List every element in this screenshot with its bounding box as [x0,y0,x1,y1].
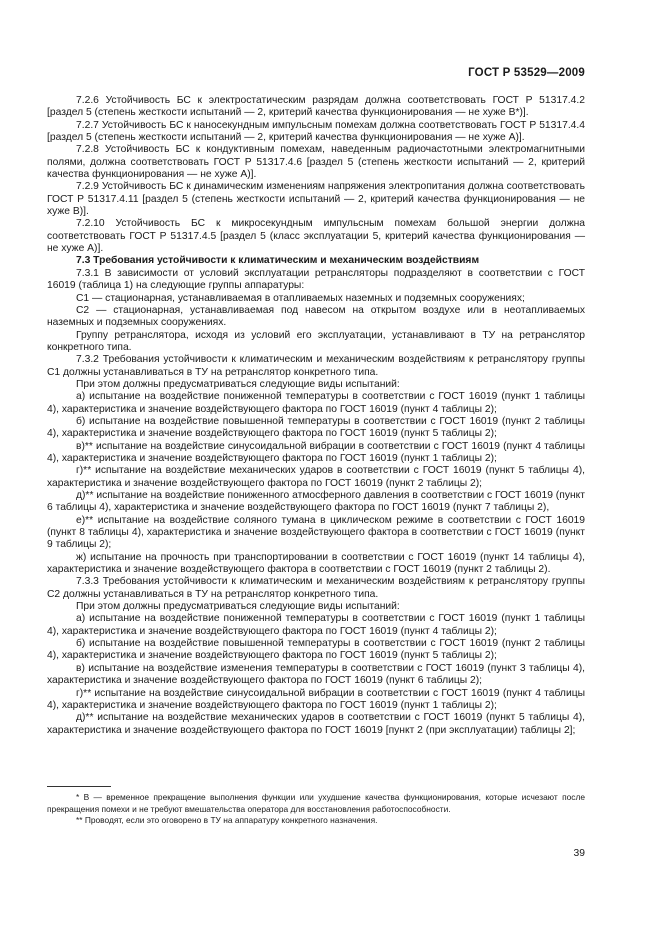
paragraph-7-2-8: 7.2.8 Устойчивость БС к кондуктивным помехам, наведенным радиочастотными электромагнитными полями, должна соответствовать ГОСТ Р 51317.4.6 [раздел 5 (степень жесткости испытаний — 2, критерий качества функционирования — не хуже А)]. [47,144,585,181]
list-item-c1-zh: ж) испытание на прочность при транспортировании в соответствии с ГОСТ 16019 (пункт 14 таблицы 4), характеристика и значение воздействующего фактора в соответствии с ГОСТ 16019 (пункт 2 таблицы 2). [47,551,585,576]
paragraph-group-choice: Группу ретранслятора, исходя из условий его эксплуатации, устанавливают в ТУ на ретранслятор конкретного типа. [47,329,585,353]
list-item-c2-a: а) испытание на воздействие пониженной температуры в соответствии с ГОСТ 16019 (пункт 1 таблицы 4), характеристика и значение воздействующего фактора по ГОСТ 16019 (пункт 4 таблицы 2); [47,613,585,637]
document-body [47,95,585,737]
footnote-2: ** Проводят, если это оговорено в ТУ на аппаратуру конкретного назначения. [76,815,378,825]
paragraph-7-3-2: 7.3.2 Требования устойчивости к климатическим и механическим воздействиям к ретранслятору группы С1 должны устанавливаться в ТУ на ретранслятор конкретного типа. [47,354,585,378]
paragraph-7-2-6: 7.2.6 Устойчивость БС к электростатическим разрядам должна соответствовать ГОСТ Р 51317.4.2 [раздел 5 (степень жесткости испытаний — 2, критерий качества функционирования — не хуже В*)]. [47,95,585,119]
page-number: 39 [573,848,585,859]
paragraph-7-3-3: 7.3.3 Требования устойчивости к климатическим и механическим воздействиям к ретранслятору группы С2 должны устанавливаться в ТУ на ретранслятор конкретного типа. [47,576,585,600]
paragraph-tests-intro-c2: При этом должны предусматриваться следующие виды испытаний: [76,601,400,613]
list-item-c2-b: б) испытание на воздействие повышенной температуры в соответствии с ГОСТ 16019 (пункт 2 таблицы 4), характеристика и значение воздействующего фактора по ГОСТ 16019 (пункт 5 таблицы 2); [47,638,585,662]
list-item-c1-g: г)** испытание на воздействие механических ударов в соответствии с ГОСТ 16019 (пункт 5 таблицы 4), характеристика и значение воздействующего фактора по ГОСТ 16019 (пункт 2 таблицы 2); [47,465,585,489]
paragraph-group-c1: С1 — стационарная, устанавливаемая в отапливаемых наземных и подземных сооружениях; [76,292,525,304]
paragraph-7-2-7: 7.2.7 Устойчивость БС к наносекундным импульсным помехам должна соответствовать ГОСТ Р 51317.4.4 [раздел 5 (степень жесткости испытаний — 2, критерий качества функционирования — не хуже А)]. [47,119,585,144]
list-item-c1-e: е)** испытание на воздействие соляного тумана в циклическом режиме в соответствии с ГОСТ 16019 (пункт 8 таблицы 4), характеристика и значение воздействующего фактора в соответствии с ГОСТ 16019 (пункт 9 таблицы 2); [47,514,585,551]
section-heading-7-3: 7.3 Требования устойчивости к климатическим и механическим воздействиям [76,255,480,267]
paragraph-7-2-9: 7.2.9 Устойчивость БС к динамическим изменениям напряжения электропитания должна соответствовать ГОСТ Р 51317.4.11 [раздел 5 (степень жесткости испытаний — 2, критерий качества функционирования — не хуже В)]. [47,181,585,218]
list-item-c2-g: г)** испытание на воздействие синусоидальной вибрации в соответствии с ГОСТ 16019 (пункт 4 таблицы 4), характеристика и значение воздействующего фактора по ГОСТ 16019 (пункт 1 таблицы 2); [47,687,585,711]
footnotes [47,792,585,827]
paragraph-7-2-10: 7.2.10 Устойчивость БС к микросекундным импульсным помехам большой энергии должна соответствовать ГОСТ Р 51317.4.5 [раздел 5 (класс эксплуатации 5, критерий качества функционирования — не хуже А)]. [47,218,585,255]
list-item-c2-d: д)** испытание на воздействие механических ударов в соответствии с ГОСТ 16019 (пункт 5 таблицы 4), характеристика и значение воздействующего фактора по ГОСТ 16019 [пункт 2 (при эксплуатации) таблицы 2]; [47,712,585,736]
paragraph-group-c2: С2 — стационарная, устанавливаемая под навесом на открытом воздухе или в неотапливаемых наземных и подземных сооружениях. [47,304,585,329]
list-item-c1-d: д)** испытание на воздействие пониженного атмосферного давления в соответствии с ГОСТ 16019 (пункт 6 таблицы 4), характеристика и значение воздействующего фактора по ГОСТ 16019 (пункт 7 таблицы 2), [47,490,585,514]
paragraph-tests-intro-c1: При этом должны предусматриваться следующие виды испытаний: [76,378,400,390]
list-item-c1-v: в)** испытание на воздействие синусоидальной вибрации в соответствии с ГОСТ 16019 (пункт 4 таблицы 4), характеристика и значение воздействующего фактора по ГОСТ 16019 (пункт 1 таблицы 2); [47,440,585,464]
document-header: ГОСТ Р 53529—2009 [468,67,585,79]
list-item-c2-v: в) испытание на воздействие изменения температуры в соответствии с ГОСТ 16019 (пункт 3 таблицы 4), характеристика и значение воздействующего фактора по ГОСТ 16019 (пункт 6 таблицы 2); [47,662,585,687]
list-item-c1-a: а) испытание на воздействие пониженной температуры в соответствии с ГОСТ 16019 (пункт 1 таблицы 4), характеристика и значение воздействующего фактора по ГОСТ 16019 (пункт 4 таблицы 2); [47,391,585,415]
footnote-1: * В — временное прекращение выполнения функции или ухудшение качества функционирования, которые исчезают после прекращения помехи и не требуют вмешательства оператора для восстановления работоспособности. [47,792,585,814]
paragraph-7-3-1: 7.3.1 В зависимости от условий эксплуатации ретрансляторы подразделяют в соответствии с ГОСТ 16019 (таблица 1) на следующие группы аппаратуры: [47,267,585,292]
footnote-divider [47,786,111,787]
list-item-c1-b: б) испытание на воздействие повышенной температуры в соответствии с ГОСТ 16019 (пункт 2 таблицы 4), характеристика и значение воздействующего фактора по ГОСТ 16019 (пункт 5 таблицы 2); [47,415,585,440]
